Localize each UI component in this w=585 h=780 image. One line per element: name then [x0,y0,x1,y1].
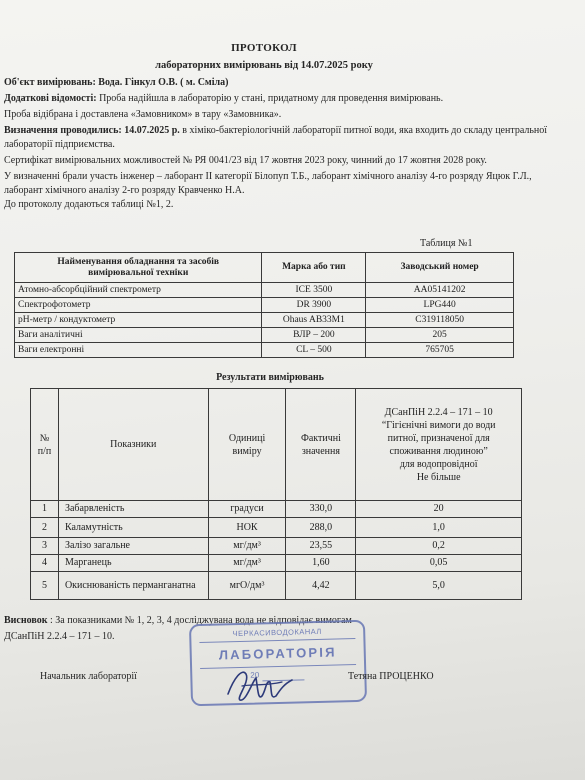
header-number-line1: № [39,432,50,444]
document-title: ПРОТОКОЛ [231,42,297,54]
header-norm-line3: питної, призначеної для [387,432,490,444]
header-serial: Заводський номер [366,253,514,283]
extra-value: Проба надійшла в лабораторію у стані, придатному для проведення вимірювань. [96,93,444,104]
table-row [15,313,514,328]
value-cell: 23,55 [286,538,356,555]
document-subtitle: лабораторних вимірювань від 14.07.2025 року [155,60,373,71]
row-number: 5 [31,572,59,600]
header-norm [356,389,522,501]
performed-line [4,124,572,152]
header-unit [208,389,286,501]
equipment-table [14,252,514,358]
header-norm-line1: ДСанПіН 2.2.4 – 171 – 10 [384,406,493,418]
stamp-rule [199,638,355,643]
performed-label: Визначення проводились: 14.07.2025 р. [4,125,180,136]
equipment-name: Атомно-абсорбційний спектрометр [15,283,262,298]
table-row [31,501,522,518]
signature-stroke [242,682,282,686]
header-equipment-line2: вимірювальної техніки [88,267,189,278]
header-norm-line6: Не більше [416,471,461,483]
table-row [15,298,514,313]
table-row [31,572,522,600]
header-indicator: Показники [58,389,208,501]
norm-cell: 5,0 [356,572,522,600]
extra-label: Додаткові відомості: [4,93,97,104]
header-unit-line2: виміру [232,445,262,457]
header-number-line2: п/п [37,445,52,457]
equipment-table-header [15,253,514,283]
indicator-name: Марганець [58,555,208,572]
header-value-line2: значення [301,445,340,457]
equipment-serial: 205 [366,328,514,343]
object-label: Об'єкт вимірювань: [4,77,96,88]
signature-position: Начальник лабораторії [40,671,137,682]
stamp-top-text: ЧЕРКАСИВОДОКАНАЛ [232,626,322,639]
header-value-line1: Фактичні [300,432,341,444]
indicator-name: Каламутність [58,518,208,538]
header-unit-line1: Одиниці [228,432,266,444]
value-cell: 4,42 [286,572,356,600]
header-norm-line2: “Гігієнічні вимоги до води [381,419,496,431]
header-number [31,389,59,501]
table-row [31,555,522,572]
unit-cell: мг/дм³ [208,555,286,572]
header-model: Марка або тип [262,253,366,283]
info-section [4,76,572,212]
equipment-serial: LPG440 [366,298,514,313]
value-cell: 288,0 [286,518,356,538]
equipment-serial: AA05141202 [366,283,514,298]
unit-cell: градуси [208,501,286,518]
norm-cell: 0,2 [356,538,522,555]
signature-name: Тетяна ПРОЦЕНКО [348,671,434,682]
results-table-header [31,389,522,501]
equipment-model: DR 3900 [262,298,366,313]
table-row [15,283,514,298]
equipment-model: Ohaus AB33M1 [262,313,366,328]
unit-cell: НОК [208,518,286,538]
equipment-serial: 765705 [366,343,514,358]
equipment-name: Ваги електронні [15,343,262,358]
results-title: Результати вимірювань [216,372,324,383]
sample-line: Проба відібрана і доставлена «Замовником» в тару «Замовника». [4,109,282,120]
certificate-line: Сертифікат вимірювальних можливостей № РЯ 0041/23 від 17 жовтня 2023 року, чинний до 17 жовтня 2028 року. [4,155,487,166]
table-row [15,328,514,343]
signature-stroke [228,672,292,700]
norm-cell: 0,05 [356,555,522,572]
attached-line: До протоколу додаються таблиці №1, 2. [4,199,174,210]
equipment-name: Спектрофотометр [15,298,262,313]
table-row [31,518,522,538]
norm-cell: 20 [356,501,522,518]
norm-cell: 1,0 [356,518,522,538]
value-cell: 330,0 [286,501,356,518]
header-norm-line4: споживання людиною” [389,445,488,457]
indicator-name: Окиснюваність перманганатна [58,572,208,600]
equipment-name: Ваги аналітичні [15,328,262,343]
object-line [4,76,572,90]
results-table [30,388,522,600]
stamp-main-text: ЛАБОРАТОРІЯ [218,644,337,663]
header-equipment-line1: Найменування обладнання та засобів [57,256,220,267]
stamp-year-text: 20 [250,670,260,680]
title-block [0,41,528,73]
conclusion-line2: ДСанПіН 2.2.4 – 171 – 10. [4,631,115,642]
row-number: 3 [31,538,59,555]
table-row [31,538,522,555]
table1-caption: Таблиця №1 [420,238,473,249]
indicator-name: Залізо загальне [58,538,208,555]
conclusion-label: Висновок [4,615,48,626]
performed-value: в хіміко-бактеріологічній лабораторії питної води, яка входить до складу центральної лабораторії підприємства. [4,125,548,150]
row-number: 1 [31,501,59,518]
value-cell: 1,60 [286,555,356,572]
unit-cell: мг/дм³ [208,538,286,555]
row-number: 4 [31,555,59,572]
equipment-model: ВЛР – 200 [262,328,366,343]
header-norm-line5: для водопровідної [399,458,478,470]
object-value: Вода. Гінкул О.В. ( м. Сміла) [95,77,229,88]
header-value [286,389,356,501]
equipment-model: ICE 3500 [262,283,366,298]
extra-line [4,92,572,106]
participants-line: У визначенні брали участь інженер – лаборант ІІ категорії Білопуп Т.Б., лаборант хімічного аналізу 4-го розряду Яцюк Г.Л., лаборант хімічного аналізу 2-го розряду Кравченко Н.А. [4,171,532,196]
table-row [15,343,514,358]
row-number: 2 [31,518,59,538]
header-equipment [15,253,262,283]
conclusion-text: : За показниками № 1, 2, 3, 4 досліджувана вода не відповідає вимогам [47,615,352,626]
equipment-name: pH-метр / кондуктометр [15,313,262,328]
handwritten-signature [222,660,302,706]
equipment-model: CL – 500 [262,343,366,358]
indicator-name: Забарвленість [58,501,208,518]
equipment-serial: C319118050 [366,313,514,328]
unit-cell: мгО/дм³ [208,572,286,600]
